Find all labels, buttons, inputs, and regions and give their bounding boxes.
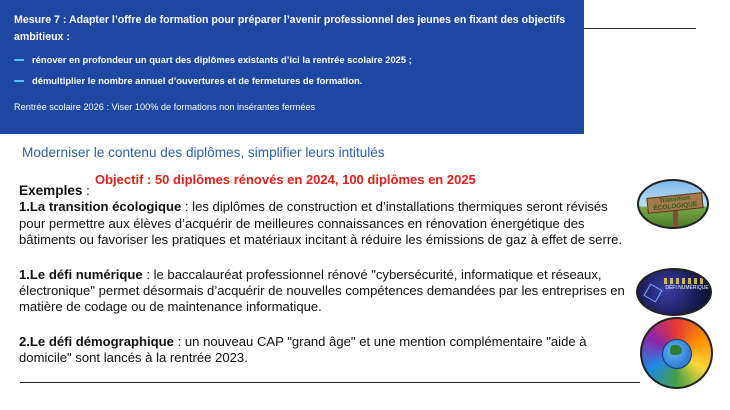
measure-item-text: rénover en profondeur un quart des diplômes existants d’ici la rentrée scolaire 2025 ; bbox=[32, 54, 412, 65]
measure-item bbox=[14, 52, 570, 67]
examples-label: Exemples bbox=[19, 183, 83, 198]
bottom-divider bbox=[20, 382, 640, 383]
objective-text: Objectif : 50 diplômes rénovés en 2024, 100 diplômes en 2025 bbox=[95, 172, 476, 187]
example-heading: 2.Le défi démographique bbox=[19, 333, 174, 349]
example-text: : le baccalauréat professionnel rénové "cybersécurité, informatique et réseaux, électronique" permet désormais d’acquérir de nouvelles compétences demandées par les entreprises en matière de codage ou de maintenance informatique. bbox=[19, 266, 625, 315]
hexagon-icon bbox=[643, 283, 662, 302]
globe-land bbox=[670, 345, 682, 355]
signpost-text: Transition ÉCOLOGIQUE bbox=[653, 194, 698, 213]
measure-item bbox=[14, 73, 570, 88]
example-demography bbox=[19, 334, 635, 367]
digital-image bbox=[636, 268, 712, 316]
measure-title: Mesure 7 : Adapter l’offre de formation pour préparer l’avenir professionnel des jeunes en fixant des objectifs ambitieux : bbox=[14, 14, 566, 43]
example-digital bbox=[19, 267, 635, 316]
demography-globe-image bbox=[640, 317, 713, 389]
dash-icon bbox=[14, 80, 24, 82]
example-heading: 1.Le défi numérique bbox=[19, 266, 143, 282]
circuit-dots bbox=[664, 278, 704, 284]
examples-heading bbox=[19, 183, 635, 199]
digital-caption: DÉFI NUMÉRIQUE bbox=[665, 285, 709, 291]
examples-section bbox=[19, 183, 635, 367]
example-ecology bbox=[19, 199, 635, 248]
measure-note: Rentrée scolaire 2026 : Viser 100% de formations non insérantes fermées bbox=[14, 102, 316, 112]
measure-item-text: démultiplier le nombre annuel d’ouvertures et de fermetures de formation. bbox=[32, 75, 363, 86]
signpost-board bbox=[646, 192, 703, 214]
measure-banner bbox=[0, 0, 584, 134]
example-text: : un nouveau CAP "grand âge" et une mention complémentaire "aide à domicile" sont lancés à la rentrée 2023. bbox=[19, 333, 587, 366]
example-heading: 1.La transition écologique bbox=[19, 199, 182, 215]
dash-icon bbox=[14, 59, 24, 61]
section-subtitle: Moderniser le contenu des diplômes, simplifier leurs intitulés bbox=[22, 145, 385, 160]
ecology-signpost-image bbox=[637, 179, 709, 229]
example-text: : les diplômes de construction et d’installations thermiques seront révisés pour permettre aux élèves d’acquérir de meilleures connaissances en rénovation énergétique des bâtiments ou favoriser les pratiques et matériaux incitant à réduire les émissions de gaz à effet de serre. bbox=[19, 199, 623, 248]
examples-suffix: : bbox=[82, 183, 90, 198]
top-divider bbox=[584, 28, 696, 29]
